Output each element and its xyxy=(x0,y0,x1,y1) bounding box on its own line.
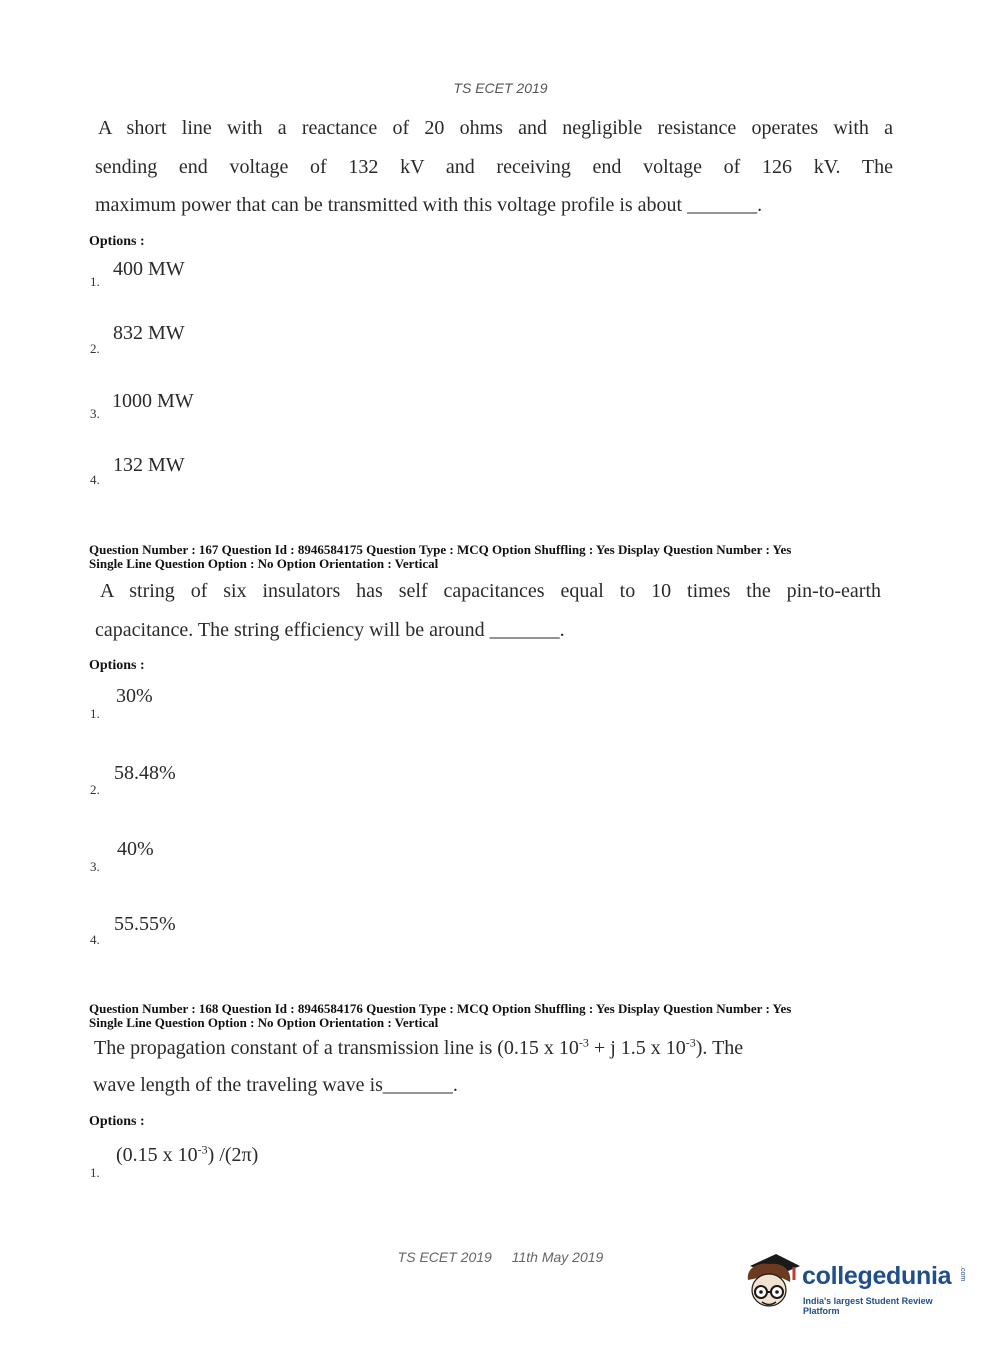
q167-option-4-text[interactable]: 55.55% xyxy=(114,913,176,935)
q167-meta-line-1: Question Number : 167 Question Id : 8946584175 Question Type : MCQ Option Shuffling : Yes Display Question Number : Yes xyxy=(89,542,792,557)
q166-option-1-text[interactable]: 400 MW xyxy=(113,258,185,280)
q166-text-line-1: A short line with a reactance of 20 ohms and negligible resistance operates with a xyxy=(98,117,893,139)
q166-options-label: Options : xyxy=(89,234,145,249)
q166-option-1-number: 1. xyxy=(90,274,100,289)
q167-options-label: Options : xyxy=(89,658,145,673)
logo-brand-name: collegedunia xyxy=(802,1262,952,1290)
footer-exam: TS ECET 2019 xyxy=(397,1249,492,1265)
q168-options-label: Options : xyxy=(89,1114,145,1129)
q167-option-1-text[interactable]: 30% xyxy=(116,685,153,707)
q168-text-line-1-main: The propagation constant of a transmission line is (0.15 x $10^{-3} + j$ 1.5 x $10^{-3}$). The xyxy=(94,1035,744,1059)
q167-option-2-text[interactable]: 58.48% xyxy=(114,762,176,784)
q167-meta-line-2: Single Line Question Option : No Option Orientation : Vertical xyxy=(89,556,439,571)
q167-text-line-2: capacitance. The string efficiency will be around _______. xyxy=(95,619,565,641)
q166-option-2-text[interactable]: 832 MW xyxy=(113,322,185,344)
q167-option-3-text[interactable]: 40% xyxy=(117,838,154,860)
q168-text-line-1 xyxy=(94,1037,876,1060)
q166-option-4-text[interactable]: 132 MW xyxy=(113,454,185,476)
q167-text-line-1: A string of six insulators has self capacitances equal to 10 times the pin-to-earth xyxy=(100,580,881,602)
q166-option-3-number: 3. xyxy=(90,406,100,421)
q168-option-1-number: 1. xyxy=(90,1165,100,1180)
q167-option-4-number: 4. xyxy=(90,932,100,947)
q168-option-1-text[interactable]: (0.15 x $10^{-3}$) /(2π) xyxy=(116,1142,259,1166)
mascot-icon xyxy=(742,1250,802,1316)
q167-option-3-number: 3. xyxy=(90,859,100,874)
q168-meta-line-1: Question Number : 168 Question Id : 8946584176 Question Type : MCQ Option Shuffling : Yes Display Question Number : Yes xyxy=(89,1001,792,1016)
page-header: TS ECET 2019 xyxy=(453,80,548,96)
q168-meta-line-2: Single Line Question Option : No Option Orientation : Vertical xyxy=(89,1015,439,1030)
footer-date: 11th May 2019 xyxy=(511,1249,604,1265)
q166-option-2-number: 2. xyxy=(90,341,100,356)
collegedunia-logo[interactable] xyxy=(742,1250,967,1320)
q166-text-line-3: maximum power that can be transmitted with this voltage profile is about _______. xyxy=(95,194,763,216)
q168-text-line-2: wave length of the traveling wave is_______. xyxy=(93,1074,458,1096)
q167-option-2-number: 2. xyxy=(90,782,100,797)
q166-text-line-2: sending end voltage of 132 kV and receiving end voltage of 126 kV. The xyxy=(95,156,893,178)
q166-option-4-number: 4. xyxy=(90,472,100,487)
q166-option-3-text[interactable]: 1000 MW xyxy=(112,390,194,412)
logo-domain-suffix: .com xyxy=(959,1266,966,1282)
q167-option-1-number: 1. xyxy=(90,706,100,721)
logo-tagline: India's largest Student Review Platform xyxy=(803,1296,933,1316)
